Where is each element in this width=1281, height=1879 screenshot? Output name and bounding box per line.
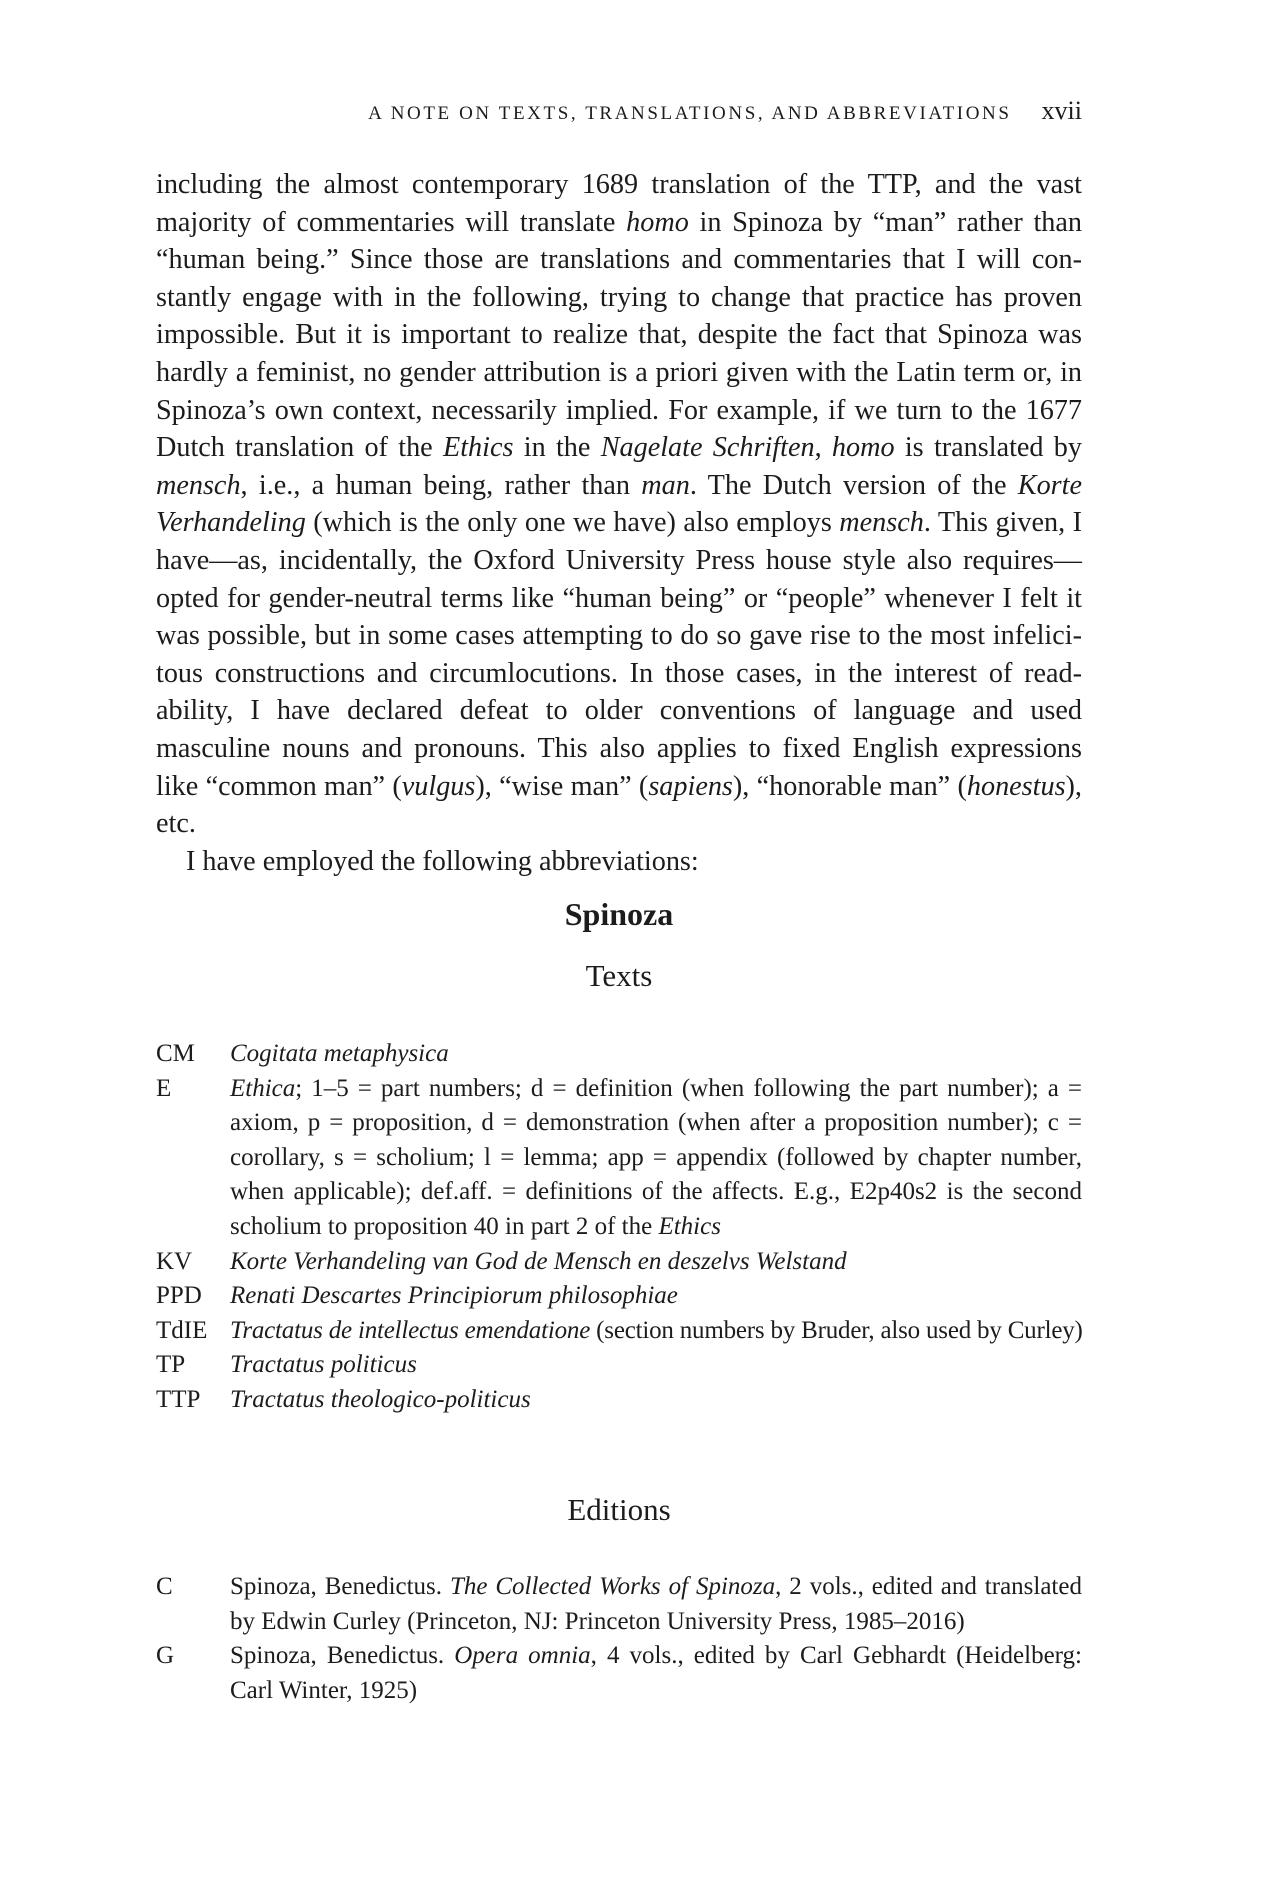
- abbreviation: C: [156, 1573, 173, 1600]
- abbreviation-entry: [156, 1348, 1082, 1383]
- abbreviation: E: [156, 1074, 172, 1102]
- abbreviation: G: [156, 1642, 175, 1670]
- abbreviation-definition: Spinoza, Benedictus. Opera omnia, 4 vols., edited by Carl Gebhardt (Heidelberg: Carl Winter, 1925): [230, 1642, 1082, 1704]
- body-text: [156, 166, 1082, 880]
- abbreviation: TdIE: [156, 1316, 208, 1344]
- abbreviation-definition: Cogitata metaphysica: [230, 1040, 449, 1067]
- section-heading-spinoza: Spinoza: [564, 896, 674, 932]
- page-number: xvii: [1041, 96, 1082, 125]
- abbreviation: CM: [156, 1040, 195, 1067]
- abbreviation-definition: Tractatus politicus: [230, 1351, 417, 1379]
- abbreviation-entry: [156, 1639, 1082, 1708]
- abbreviation: TTP: [156, 1385, 201, 1413]
- abbreviation-list-editions: [156, 1570, 1082, 1708]
- abbreviation-definition: Spinoza, Benedictus. The Collected Works of Spinoza, 2 vols., edited and translated by Edwin Curley (Princeton, NJ: Princeton University Press, 1985–2016): [230, 1573, 1082, 1635]
- running-head: [156, 96, 1082, 126]
- abbreviation: TP: [156, 1351, 186, 1379]
- abbreviation-definition: Korte Verhandeling van God de Mensch en deszelvs Welstand: [230, 1247, 847, 1275]
- abbreviation-entry: [156, 1037, 1082, 1072]
- paragraph: I have employed the following abbreviations:: [186, 845, 699, 877]
- paragraph: including the almost contemporary 1689 translation of the TTP, and the vast majority of commentaries will translate homo in Spinoza by “man” rather than “human being.” Since those are translations and commentaries that I will constantly engage with in the following, trying to change that practice has proven impossible. But it is important to realize that, despite the fact that Spinoza was hardly a feminist, no gender attribution is a priori given with the Latin term or, in Spinoza’s own context, necessarily implied. For example, if we turn to the 1677 Dutch translation of the Ethics in the Nagelate Schriften, homo is translated by mensch, i.e., a human being, rather than man. The Dutch version of the Korte Verhandeling (which is the only one we have) also employs mensch. This given, I have—as, incidentally, the Oxford University Press house style also requires—opted for gender-neutral terms like “human being” or “people” whenever I felt it was possible, but in some cases attempting to do so gave rise to the most infelicitous constructions and circumlocutions. In those cases, in the interest of readability, I have declared defeat to older conventions of language and used masculine nouns and pronouns. This also applies to fixed English expressions like “common man” (vulgus), “wise man” (sapiens), “honorable man” (honestus), etc.: [156, 169, 1082, 840]
- abbreviation: KV: [156, 1247, 193, 1275]
- subheading-editions: Editions: [567, 1492, 671, 1527]
- abbreviation-entry: [156, 1072, 1082, 1245]
- abbreviation-definition: Ethica; 1–5 = part numbers; d = definition (when following the part number); a = axiom, p = proposition, d = demonstration (when after a proposition number); c = corollary, s = scholium; l = lemma; app = appendix (followed by chapter number, when applicable); def.aff. = definitions of the affects. E.g., E2p40s2 is the second scholium to proposition 40 in part 2 of the Ethics: [230, 1074, 1082, 1240]
- abbreviation-entry: [156, 1279, 1082, 1314]
- abbreviation-definition: Tractatus de intellectus emendatione (section numbers by Bruder, also used by Curley): [230, 1316, 1083, 1344]
- abbreviation-entry: [156, 1314, 1082, 1349]
- abbreviation-list-texts: [156, 1037, 1082, 1418]
- abbreviation: PPD: [156, 1282, 202, 1310]
- running-title: A NOTE ON TEXTS, TRANSLATIONS, AND ABBREVIATIONS: [368, 103, 1012, 124]
- abbreviation-entry: [156, 1245, 1082, 1280]
- abbreviation-entry: [156, 1383, 1082, 1418]
- abbreviation-definition: Tractatus theologico-politicus: [230, 1385, 531, 1413]
- abbreviation-entry: [156, 1570, 1082, 1639]
- subheading-texts: Texts: [585, 958, 653, 993]
- abbreviation-definition: Renati Descartes Principiorum philosophiae: [230, 1282, 678, 1310]
